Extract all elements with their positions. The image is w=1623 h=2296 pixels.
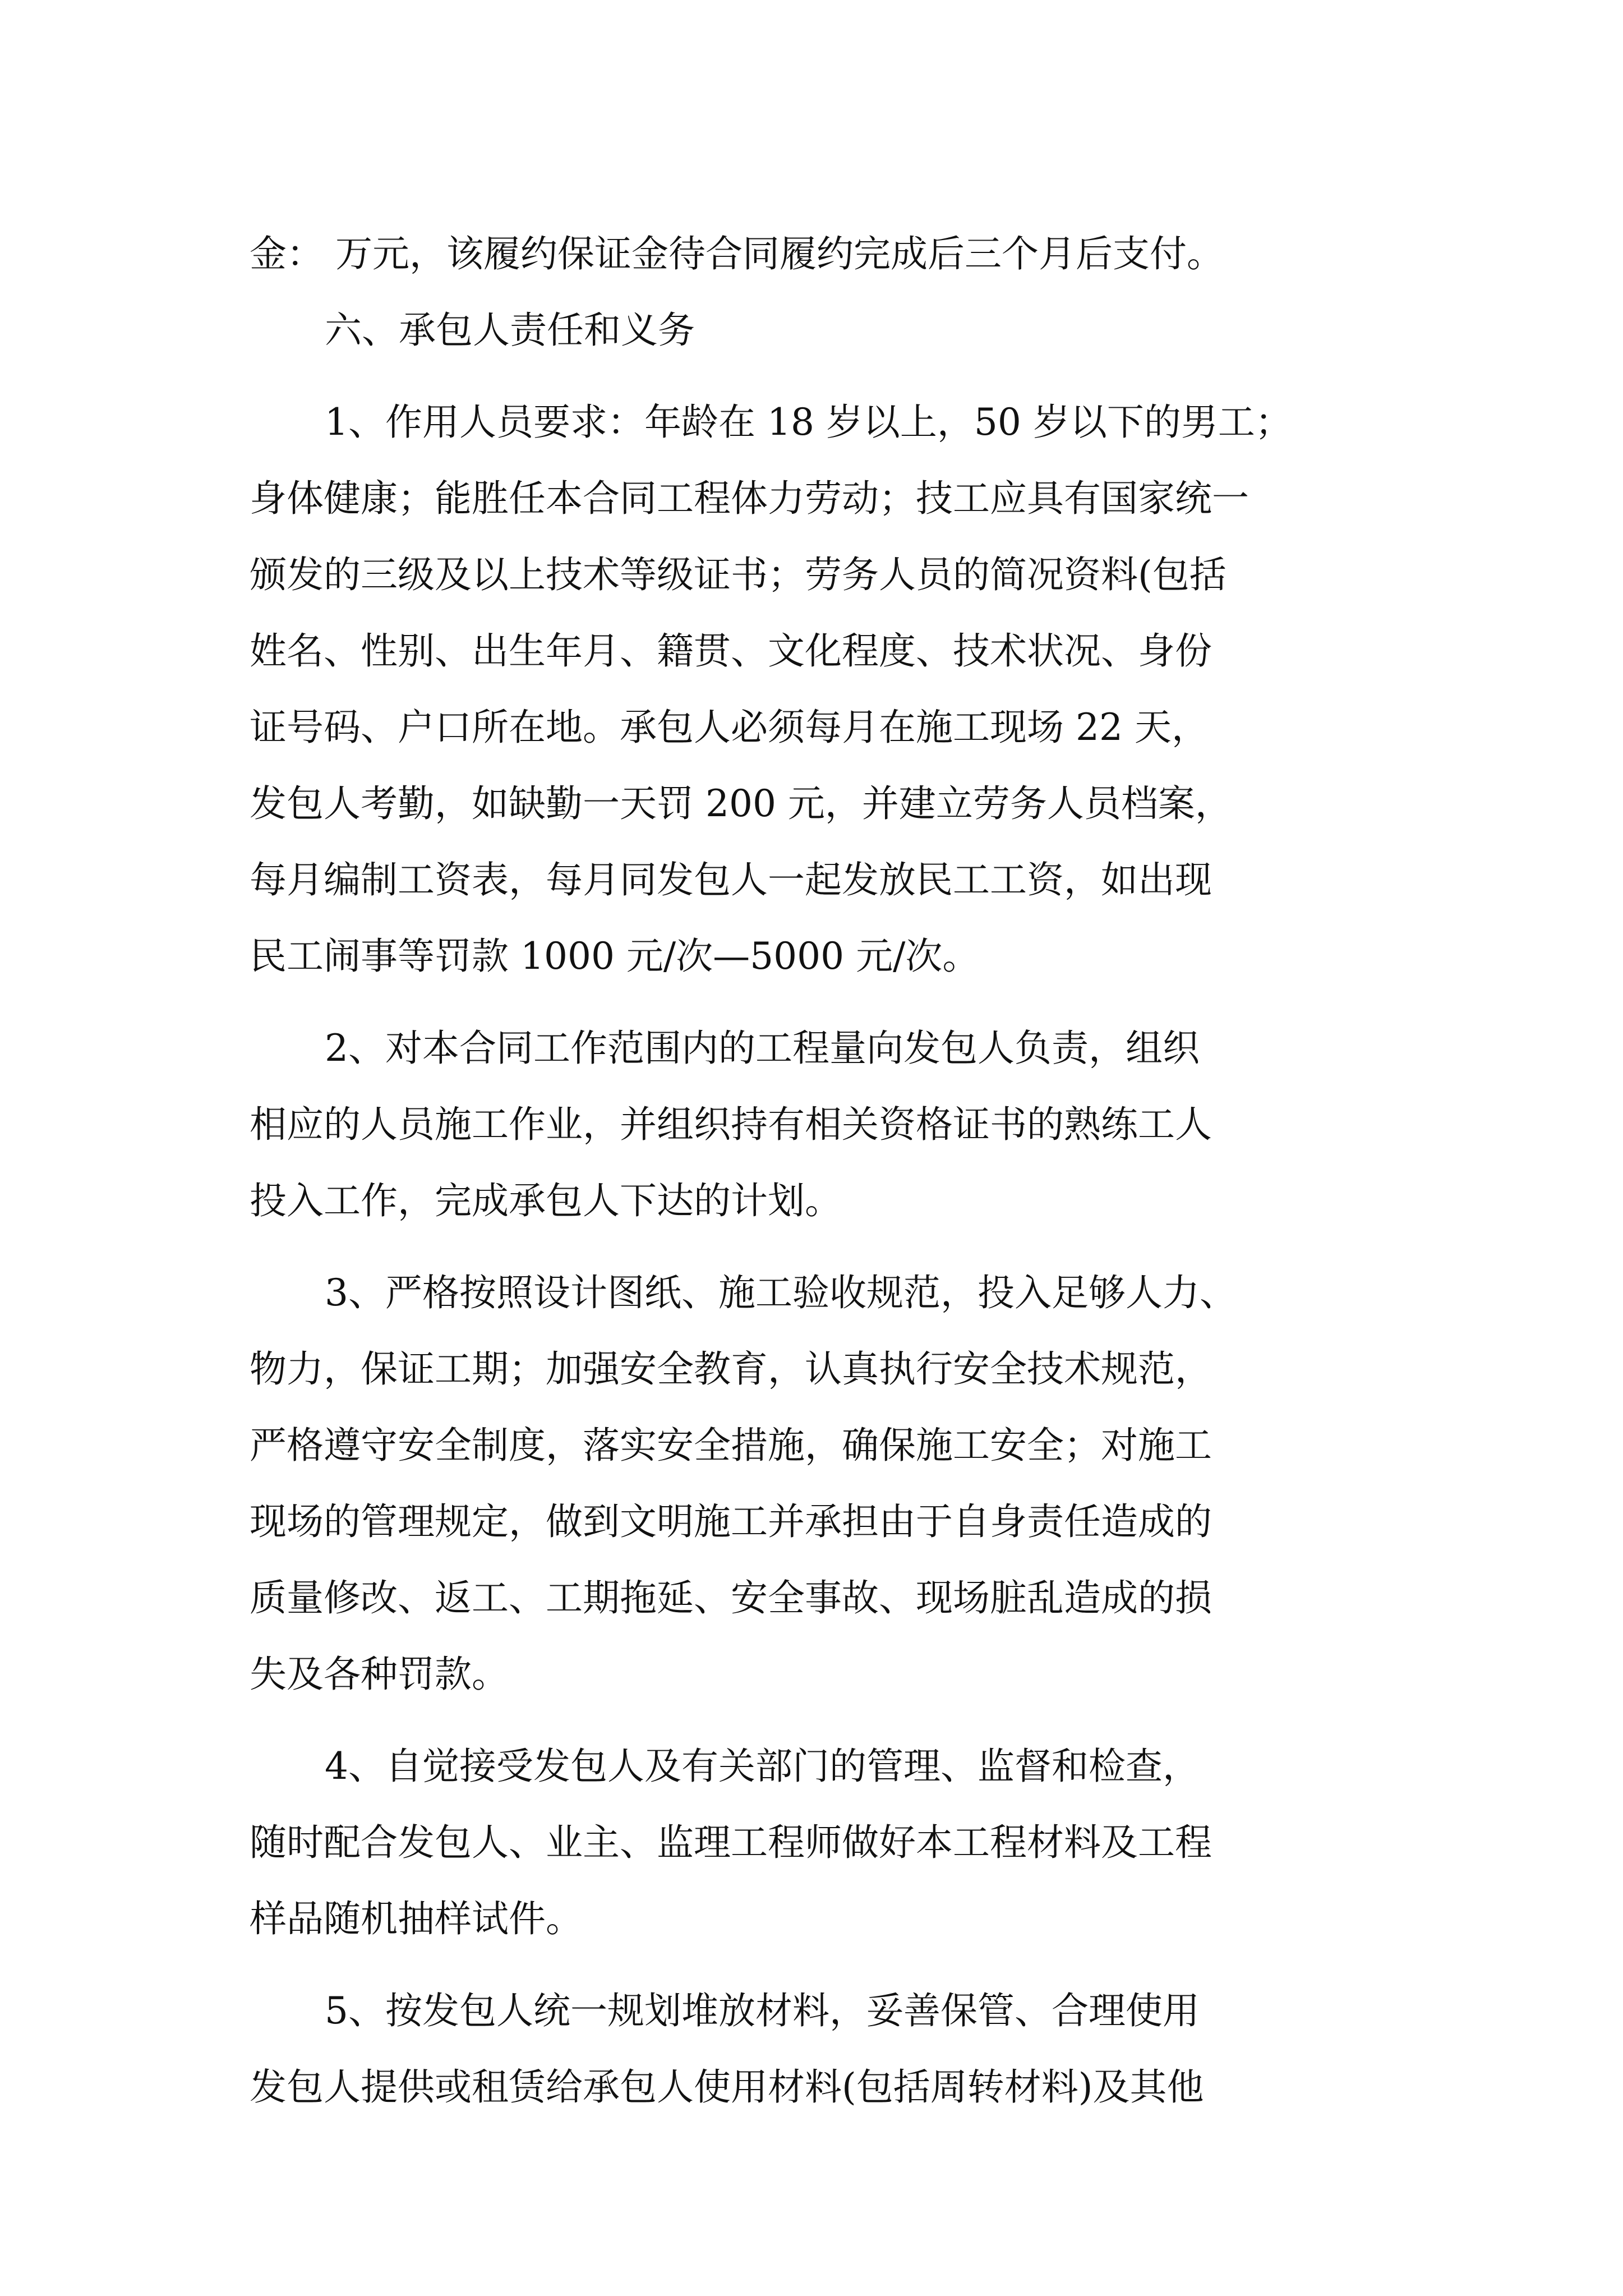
text-line: 样品随机抽样试件。	[250, 1897, 583, 1940]
text-line: 民工闹事等罚款 1000 元/次—5000 元/次。	[250, 935, 980, 978]
text-line: 随时配合发包人、业主、监理工程师做好本工程材料及工程	[250, 1821, 1212, 1864]
text-line: 失及各种罚款。	[250, 1653, 509, 1696]
text-line: 证号码、户口所在地。承包人必须每月在施工现场 22 天，	[250, 706, 1209, 749]
text-line: 每月编制工资表，每月同发包人一起发放民工工资，如出现	[250, 858, 1212, 901]
text-line: 现场的管理规定，做到文明施工并承担由于自身责任造成的	[250, 1500, 1212, 1543]
text-line: 姓名、性别、出生年月、籍贯、文化程度、技术状况、身份	[250, 629, 1212, 673]
text-line: 发包人提供或租赁给承包人使用材料(包括周转材料)及其他	[250, 2065, 1204, 2109]
paragraph-2-start: 2、对本合同工作范围内的工程量向发包人负责，组织	[325, 1027, 1200, 1070]
paragraph-1-start: 1、作用人员要求：年龄在 18 岁以上，50 岁以下的男工；	[325, 401, 1292, 444]
text-line: 投入工作，完成承包人下达的计划。	[250, 1179, 842, 1222]
text-line: 质量修改、返工、工期拖延、安全事故、现场脏乱造成的损	[250, 1576, 1212, 1619]
text-line: 金： 万元，该履约保证金待合同履约完成后三个月后支付。	[250, 232, 1224, 275]
document-page	[250, 216, 1394, 2125]
paragraph-5-start: 5、按发包人统一规划堆放材料，妥善保管、合理使用	[325, 1989, 1200, 2032]
text-line: 严格遵守安全制度，落实安全措施，确保施工安全；对施工	[250, 1424, 1212, 1467]
section-heading: 六、承包人责任和义务	[325, 309, 695, 352]
paragraph-3-start: 3、严格按照设计图纸、施工验收规范，投入足够人力、	[325, 1271, 1237, 1314]
text-line: 相应的人员施工作业，并组织持有相关资格证书的熟练工人	[250, 1103, 1212, 1146]
text-line: 物力，保证工期；加强安全教育，认真执行安全技术规范，	[250, 1347, 1212, 1391]
paragraph-4-start: 4、自觉接受发包人及有关部门的管理、监督和检查，	[325, 1745, 1200, 1788]
text-line: 发包人考勤，如缺勤一天罚 200 元，并建立劳务人员档案，	[250, 782, 1232, 825]
text-line: 颁发的三级及以上技术等级证书；劳务人员的简况资料(包括	[250, 553, 1227, 596]
text-line: 身体健康；能胜任本合同工程体力劳动；技工应具有国家统一	[250, 477, 1249, 520]
